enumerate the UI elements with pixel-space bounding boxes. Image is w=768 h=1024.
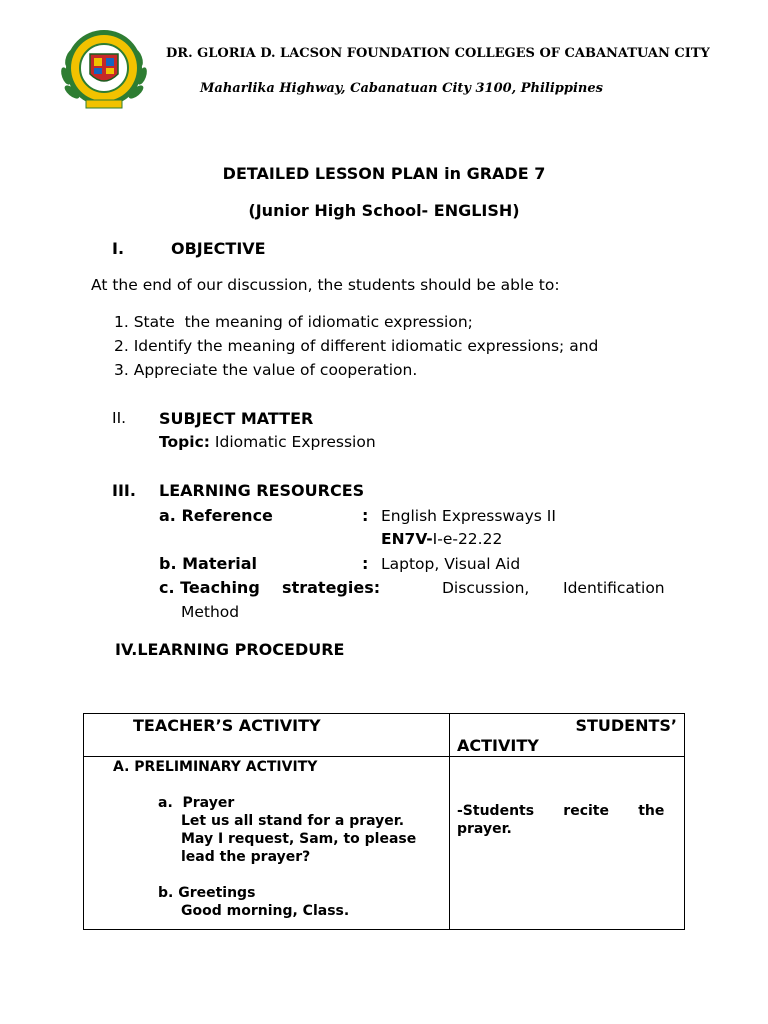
students-activity-header-2: ACTIVITY [457,736,539,755]
procedure-heading: IV.LEARNING PROCEDURE [115,640,345,659]
prayer-label: a. Prayer [158,795,235,811]
material-label: b. Material [159,554,257,573]
prayer-line: lead the prayer? [181,849,311,865]
topic-value: Idiomatic Expression [214,433,376,451]
student-response: prayer. [457,821,512,837]
strategies-label: c. Teaching strategies: [159,578,381,597]
objective-item: 1. State the meaning of idiomatic expression; [114,313,473,331]
teacher-header-cell [84,714,450,757]
subject-heading: SUBJECT MATTER [159,409,314,428]
material-value: Laptop, Visual Aid [381,555,521,573]
seal-icon [58,24,150,112]
lesson-plan-subtitle: (Junior High School- ENGLISH) [248,201,520,220]
preliminary-activity-title: A. PRELIMINARY ACTIVITY [113,759,318,775]
prayer-line: May I request, Sam, to please [181,831,417,847]
school-name: DR. GLORIA D. LACSON FOUNDATION COLLEGES OF CABANATUAN CITY [166,46,710,61]
strategies-value: Discussion, [442,579,530,597]
objective-intro: At the end of our discussion, the students should be able to: [91,276,560,294]
greetings-line: Good morning, Class. [181,903,350,919]
topic-label: Topic: [159,433,210,451]
resources-heading: LEARNING RESOURCES [159,481,365,500]
competency-code-rest: I-e-22.22 [432,530,503,548]
activity-table [83,713,685,930]
lesson-plan-title: DETAILED LESSON PLAN in GRADE 7 [222,164,546,183]
subject-numeral: II. [112,409,127,427]
strategies-value: Identification [563,579,665,597]
school-address: Maharlika Highway, Cabanatuan City 3100, Philippines [200,81,603,96]
objective-item: 3. Appreciate the value of cooperation. [114,361,418,379]
objective-item: 2. Identify the meaning of different idiomatic expressions; and [114,337,599,355]
competency-code [381,530,502,548]
objective-numeral: I. [112,239,125,258]
strategies-value: Method [181,603,240,621]
objective-heading: OBJECTIVE [171,239,266,258]
school-logo [58,24,150,112]
competency-code-prefix: EN7V- [381,530,433,548]
resources-numeral: III. [112,481,136,500]
topic-line [159,433,376,451]
teacher-activity-cell [84,757,450,930]
teacher-activity-header: TEACHER’S ACTIVITY [133,716,321,735]
students-activity-header: STUDENTS’ [575,716,677,735]
students-activity-cell [450,757,685,930]
greetings-label: b. Greetings [158,885,256,901]
reference-label: a. Reference [159,506,273,525]
prayer-line: Let us all stand for a prayer. [181,813,405,829]
reference-value: English Expressways II [381,507,556,525]
student-response: -Students recite the [457,803,665,819]
material-colon: : [362,554,369,573]
students-header-cell [450,714,685,757]
reference-colon: : [362,506,369,525]
